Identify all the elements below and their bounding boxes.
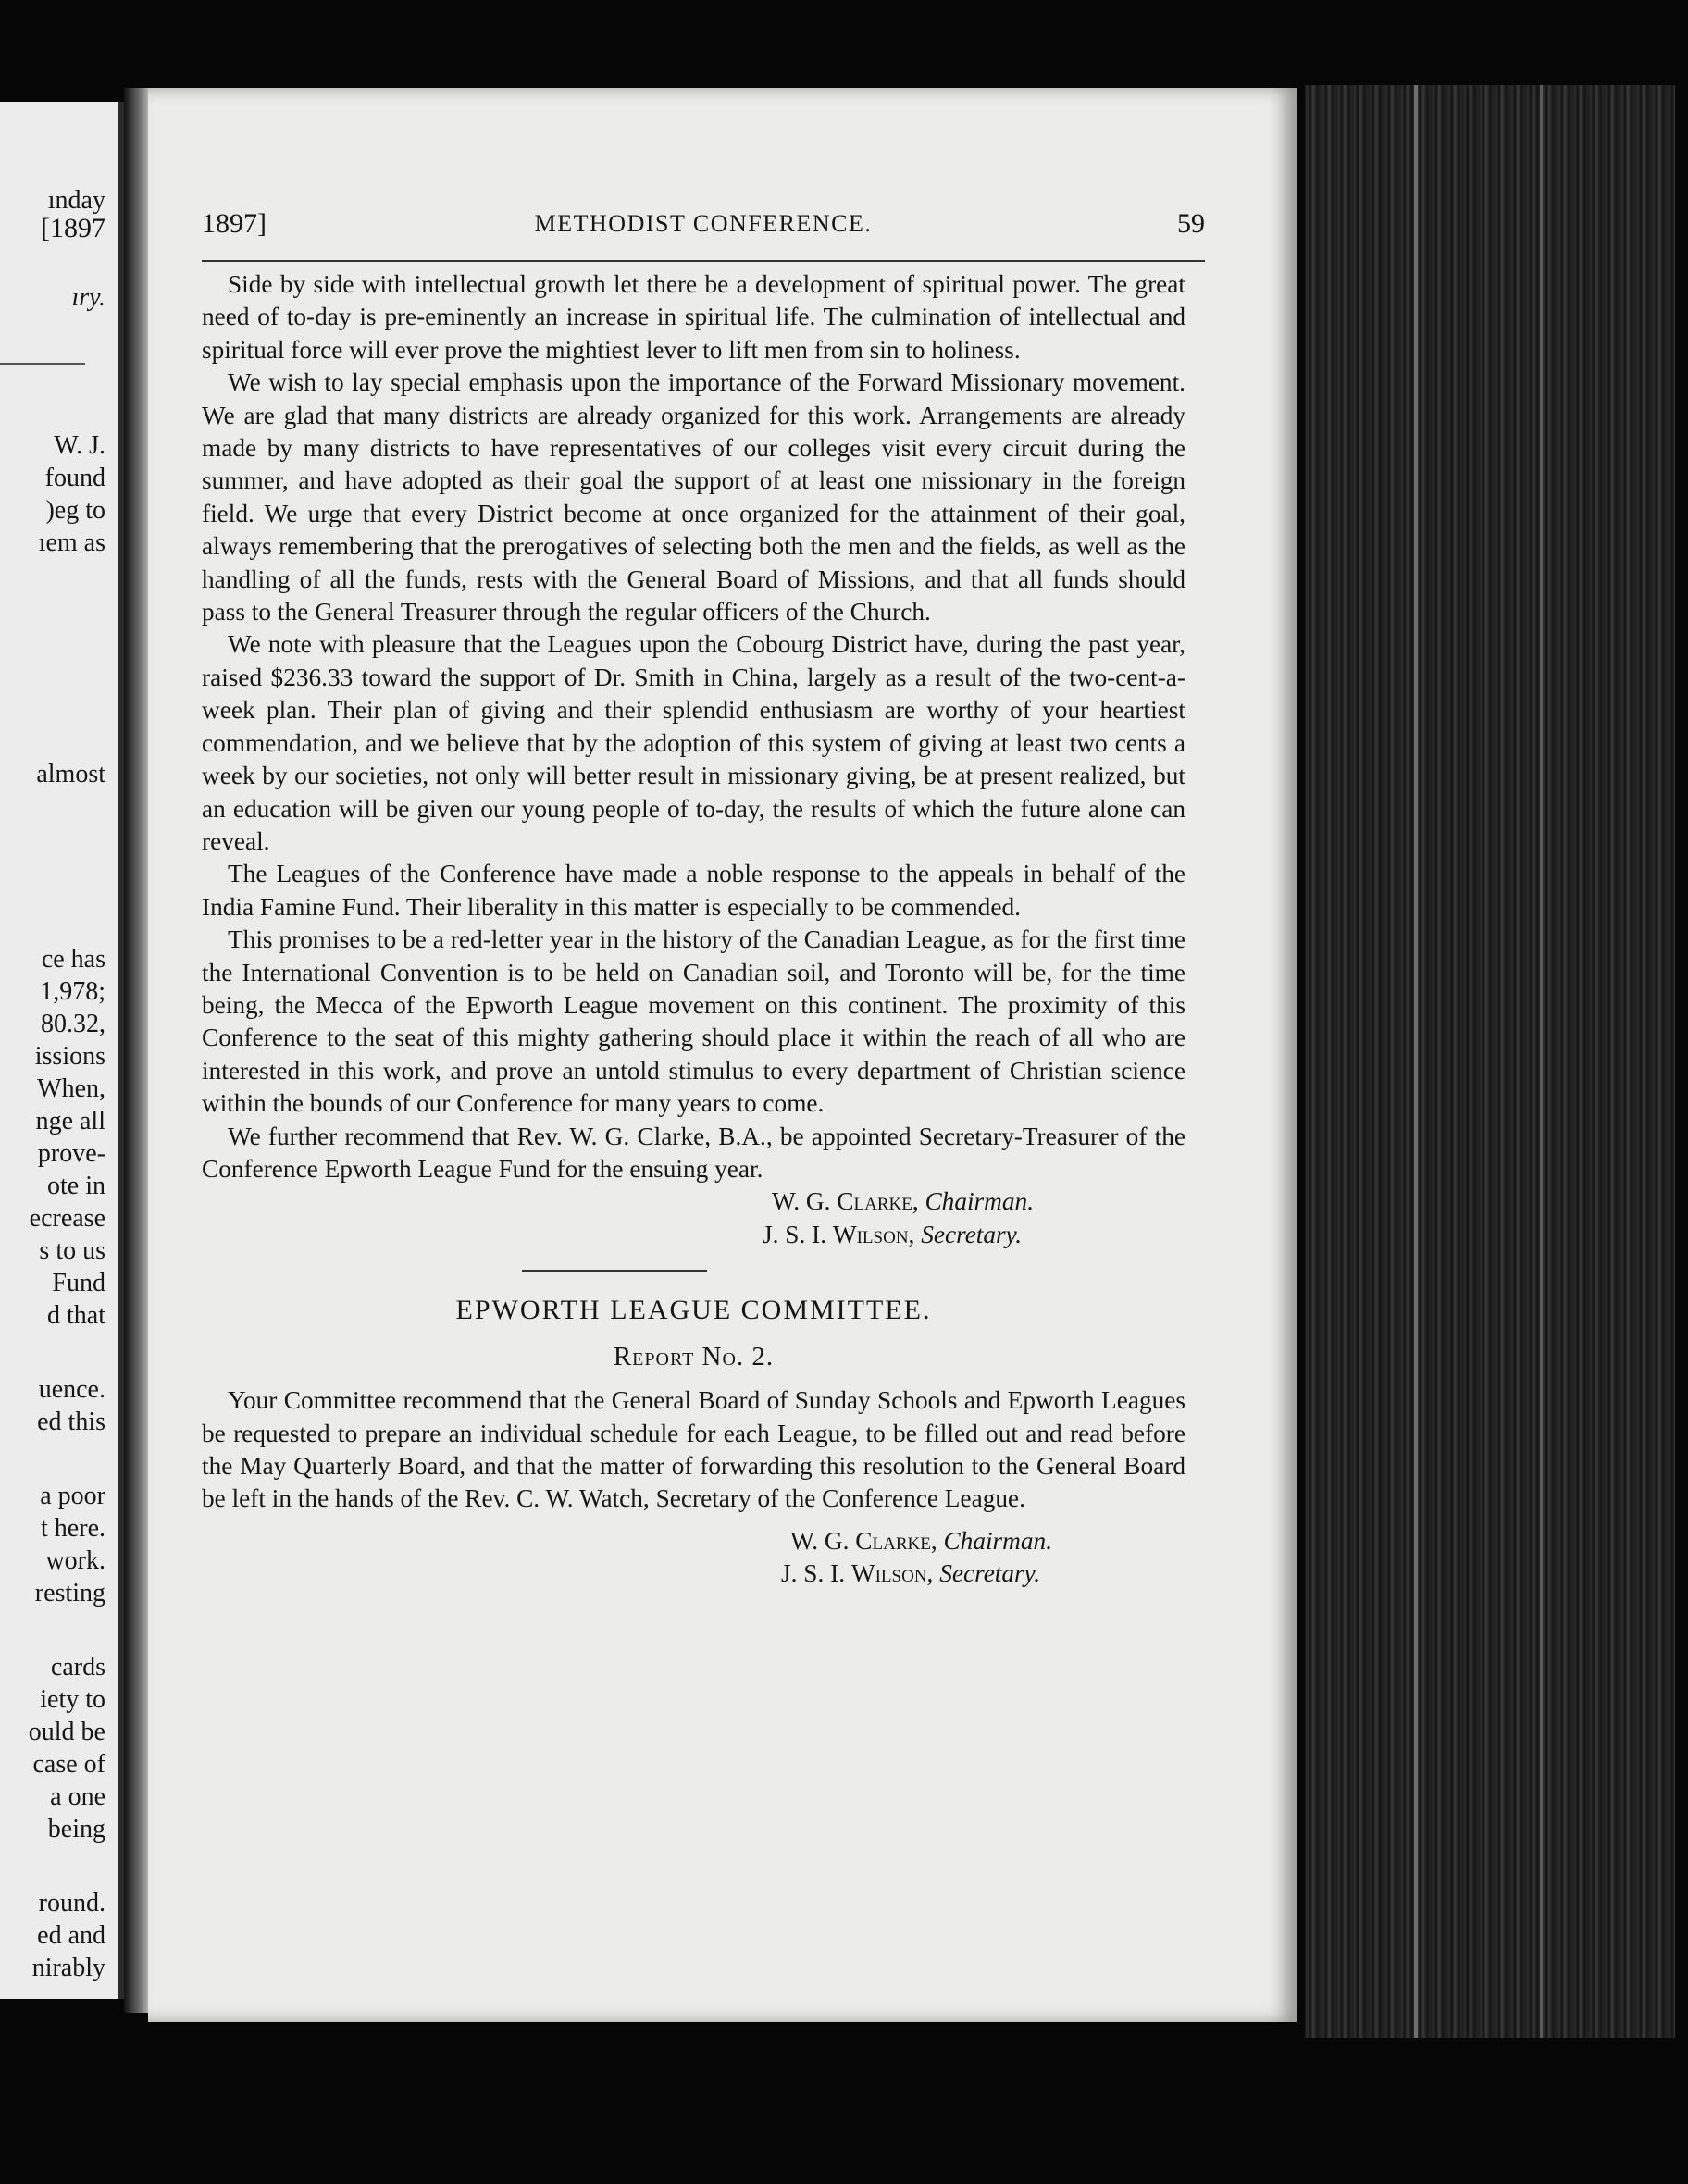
header-rule bbox=[202, 260, 1205, 262]
signature-chairman bbox=[202, 1185, 1185, 1218]
left-page-line: ıry. bbox=[71, 283, 106, 312]
left-page-line: When, bbox=[37, 1074, 106, 1103]
chairman-initials: W. G. bbox=[772, 1187, 831, 1216]
left-page-line: t here. bbox=[41, 1514, 106, 1543]
report-heading: Report No. 2. bbox=[613, 1342, 775, 1372]
left-header-rule bbox=[0, 363, 85, 365]
paragraph-spiritual-power: Side by side with intellectual growth let there be a development of spiritual power. The great need of to-day is pre-eminently an increase in spiritual life. The culmination of intellectual and spiritual force will ever prove the mightiest lever to lift men from sin to holiness. bbox=[202, 270, 1185, 364]
left-page-line: ıem as bbox=[38, 528, 106, 557]
left-page-line: almost bbox=[36, 760, 106, 788]
section-separator bbox=[522, 1270, 707, 1272]
report-signature-chairman bbox=[202, 1525, 1185, 1557]
header-title: METHODIST CONFERENCE. bbox=[534, 210, 873, 237]
left-page-line: )eg to bbox=[45, 496, 106, 525]
report-chairman-surname: Clarke, bbox=[855, 1526, 937, 1555]
left-page-line: ed and bbox=[37, 1921, 106, 1950]
report-chairman-role: Chairman. bbox=[943, 1526, 1053, 1555]
left-page-line: work. bbox=[45, 1546, 106, 1575]
secretary-role: Secretary. bbox=[921, 1220, 1023, 1248]
report-secretary-role: Secretary. bbox=[939, 1559, 1041, 1588]
header-year: 1897] bbox=[202, 208, 267, 239]
paragraph-cobourg-district: We note with pleasure that the Leagues upon the Cobourg District have, during the past year, raised $236.33 toward the support of Dr. Smith in China, largely as a result of the two-cent-a-week plan. Their plan of giving and their splendid enthusiasm are worthy of your heartiest commendation, and we believe that by the adoption of this system of giving at least two cents a week by our societies, not only will better result in missionary giving, be at present realized, but an education will be given our young people of to-day, the results of which the future alone can reveal. bbox=[202, 630, 1185, 855]
left-page-line: cards bbox=[50, 1653, 106, 1681]
running-header bbox=[202, 208, 1205, 249]
report-secretary-surname: Wilson, bbox=[850, 1559, 934, 1588]
left-page-line: a poor bbox=[40, 1482, 106, 1510]
paragraph-forward-movement: We wish to lay special emphasis upon the importance of the Forward Missionary movement. We are glad that many districts are already organized for this work. Arrangements are already made by many districts to have representatives of our colleges visit every circuit during the summer, and have adopted as their goal the support of at least one missionary in the foreign field. We urge that every District become at once organized for the attainment of their goal, always remembering that the prerogatives of selecting both the men and the fields, as well as the handling of all the funds, rests with the General Board of Missions, and that all funds should pass to the General Treasurer through the regular officers of the Church. bbox=[202, 368, 1185, 627]
book-page bbox=[148, 88, 1297, 2022]
secretary-initials: J. S. I. bbox=[763, 1220, 827, 1248]
left-page-line: W. J. bbox=[54, 431, 106, 460]
page-number: 59 bbox=[1177, 208, 1205, 239]
report-paragraph: Your Committee recommend that the General Board of Sunday Schools and Epworth Leagues be requested to prepare an individual schedule for each League, to be filled out and read before the May Quarterly Board, and that the matter of forwarding this resolution to the General Board be left in the hands of the Rev. C. W. Watch, Secretary of the Conference League. bbox=[202, 1386, 1185, 1513]
signature-secretary bbox=[202, 1219, 1185, 1251]
left-page-line: uence. bbox=[38, 1375, 106, 1404]
left-page-line: case of bbox=[32, 1750, 106, 1779]
left-page-line: ould be bbox=[28, 1718, 106, 1746]
left-page-line: resting bbox=[34, 1579, 106, 1607]
left-page-line: prove- bbox=[37, 1139, 106, 1168]
left-page-line: 80.32, bbox=[41, 1010, 106, 1038]
paragraph-recommendation: We further recommend that Rev. W. G. Clarke, B.A., be appointed Secretary-Treasurer of the Conference Epworth League Fund for the ensuing year. bbox=[202, 1122, 1185, 1183]
left-page-line: nirably bbox=[31, 1954, 106, 1982]
left-facing-page bbox=[0, 102, 124, 1999]
left-page-line: found bbox=[44, 464, 106, 492]
chairman-surname: Clarke, bbox=[837, 1187, 919, 1216]
left-page-line: nge all bbox=[35, 1107, 106, 1135]
left-page-line: 1,978; bbox=[40, 977, 106, 1006]
left-page-line: d that bbox=[47, 1301, 106, 1330]
page-edge-highlight bbox=[1414, 85, 1418, 2038]
committee-heading: EPWORTH LEAGUE COMMITTEE. bbox=[455, 1295, 932, 1326]
page-edges bbox=[1305, 85, 1675, 2038]
left-page-line: issions bbox=[34, 1042, 106, 1071]
left-page-line: ed this bbox=[37, 1408, 106, 1436]
left-page-line: iety to bbox=[40, 1685, 106, 1714]
chairman-role: Chairman. bbox=[925, 1187, 1035, 1216]
paragraph-famine-fund: The Leagues of the Conference have made a noble response to the appeals in behalf of the India Famine Fund. Their liberality in this matter is especially to be commended. bbox=[202, 860, 1185, 921]
left-page-line: ınday bbox=[47, 186, 106, 215]
report-secretary-initials: J. S. I. bbox=[781, 1559, 846, 1588]
left-page-header: [1897 bbox=[41, 213, 106, 243]
left-page-line: ote in bbox=[47, 1172, 106, 1200]
report-chairman-initials: W. G. bbox=[790, 1526, 850, 1555]
left-page-line: ce has bbox=[41, 945, 106, 974]
left-page-line: s to us bbox=[39, 1236, 106, 1265]
report-signature-secretary bbox=[202, 1557, 1185, 1590]
left-page-line: a one bbox=[50, 1782, 106, 1811]
page-edge-highlight bbox=[1540, 85, 1543, 2038]
left-page-line: ecrease bbox=[29, 1204, 106, 1233]
paragraph-convention: This promises to be a red-letter year in the history of the Canadian League, as for the first time the International Convention is to be held on Canadian soil, and Toronto will be, for the time being, the Mecca of the Epworth League movement on this continent. The proximity of this Conference to the seat of this mighty gathering should place it within the reach of all who are interested in this work, and prove an untold stimulus to every department of Christian science within the bounds of our Conference for many years to come. bbox=[202, 925, 1185, 1118]
left-page-line: being bbox=[47, 1815, 106, 1843]
left-page-line: Fund bbox=[52, 1269, 106, 1297]
secretary-surname: Wilson, bbox=[832, 1220, 915, 1248]
page-body bbox=[202, 268, 1185, 1591]
left-page-line: round. bbox=[38, 1889, 106, 1917]
